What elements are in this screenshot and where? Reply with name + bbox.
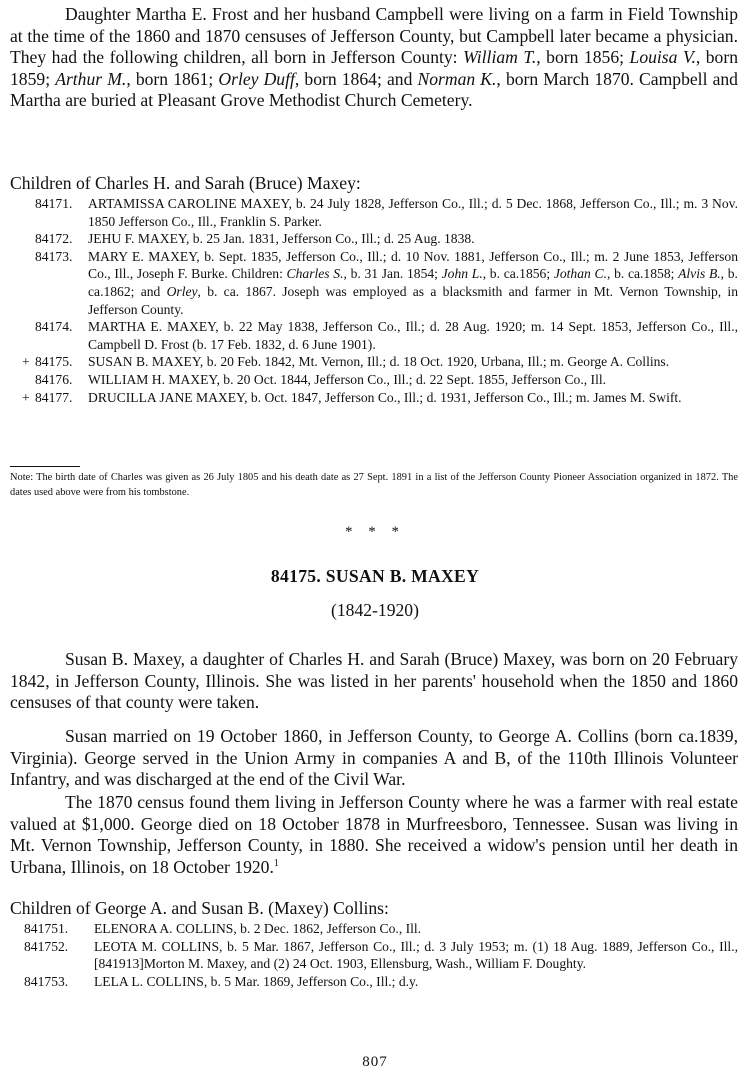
- entry-text: ARTAMISSA CAROLINE MAXEY, b. 24 July 1828, Jefferson Co., Ill.; d. 5 Dec. 1868, Jefferson Co., Ill.; m. 3 Nov. 1850 Jefferson Co., Ill., Franklin S. Parker.: [88, 196, 738, 229]
- footnote-marker: 1: [273, 857, 279, 869]
- paragraph-marriage: Susan married on 19 October 1860, in Jefferson County, to George A. Collins (born ca.1839, Virginia). George served in the Union Army in companies A and B, of the 110th Illinois Volunteer Infantry, and was discharged at the end of the Civil War.: [10, 726, 738, 790]
- entry-number: 84176.: [35, 371, 73, 387]
- list-item: [10, 389, 738, 407]
- list-item: [10, 195, 738, 230]
- text-span: The 1870 census found them living in Jefferson County where he was a farmer with real estate valued at $1,000. George died on 18 October 1878 in Murfreesboro, Tennessee. Susan was living in Mt. Vernon Township, Jefferson County, in 1880. She received a widow's pension until her death in Urbana, Illinois, on 18 October 1920.: [10, 792, 738, 877]
- entry-text: JEHU F. MAXEY, b. 25 Jan. 1831, Jefferson Co., Ill.; d. 25 Aug. 1838.: [88, 231, 475, 247]
- child-name: Norman K.: [417, 68, 497, 89]
- entry-text: LEOTA M. COLLINS, b. 5 Mar. 1867, Jefferson Co., Ill.; d. 3 July 1953; m. (1) 18 Aug. 1889, Jefferson Co., Ill., [841913]Morton M. Maxey, and (2) 24 Oct. 1903, Ellensburg, Wash., William F. Doughty.: [94, 938, 738, 972]
- entry-text: , b. ca.1856;: [482, 266, 554, 282]
- text-span: , born March 1870. Campbell and Martha are buried at Pleasant Grove Methodist Church Cemetery.: [10, 68, 738, 111]
- list-item: [10, 318, 738, 353]
- entry-text: , b. ca.1858;: [606, 266, 679, 282]
- continued-line-marker: +: [22, 354, 30, 370]
- paragraph-frost-family: [10, 4, 738, 112]
- list-item: [10, 248, 738, 318]
- list-item: [10, 920, 738, 938]
- text-span: Daughter Martha E. Frost and her husband Campbell were living on a farm in Field Township at the time of the 1860 and 1870 censuses of Jefferson County, but Campbell later became a physician. They had the following children, all born in Jefferson County:: [10, 4, 738, 68]
- paragraph-birth: Susan B. Maxey, a daughter of Charles H. and Sarah (Bruce) Maxey, was born on 20 February 1842, in Jefferson County, Illinois. She was listed in her parents' household when the 1850 and 1860 censuses of that county were taken.: [10, 649, 738, 713]
- list-item: [10, 973, 738, 991]
- list-item: [10, 371, 738, 389]
- child-name: William T.: [463, 47, 537, 68]
- page-number: 807: [362, 1054, 388, 1070]
- section-title: 84175. SUSAN B. MAXEY: [270, 566, 480, 586]
- entry-text: MARY E. MAXEY, b. Sept. 1835, Jefferson Co., Ill.; d. 10 Nov. 1881, Jefferson Co., Ill.; m. 2 June 1853, Jefferson Co., Ill., Joseph F. Burke. Children:: [88, 248, 738, 282]
- entry-text: , b. ca.1862; and: [88, 266, 738, 299]
- entry-number: 84173.: [35, 248, 73, 264]
- child-name: Alvis B.: [678, 266, 721, 282]
- entry-number: 841753.: [24, 973, 69, 989]
- text-span: , born 1856;: [536, 47, 630, 68]
- entry-text: MARTHA E. MAXEY, b. 22 May 1838, Jefferson Co., Ill.; d. 28 Aug. 1920; m. 14 Sept. 1853, Jefferson Co., Ill., Campbell D. Frost (b. 17 Feb. 1832, d. 6 June 1901).: [88, 319, 738, 352]
- entry-text: LELA L. COLLINS, b. 5 Mar. 1869, Jefferson Co., Ill.; d.y.: [94, 973, 419, 989]
- children-maxey-heading: Children of Charles H. and Sarah (Bruce) Maxey:: [10, 173, 361, 193]
- entry-text: , b. 31 Jan. 1854;: [343, 266, 442, 282]
- entry-number: 841751.: [24, 921, 69, 936]
- section-dates: (1842-1920): [331, 600, 419, 620]
- child-name: Orley Duff: [218, 68, 295, 89]
- entry-text: DRUCILLA JANE MAXEY, b. Oct. 1847, Jefferson Co., Ill.; d. 1931, Jefferson Co., Ill.; m. James M. Swift.: [88, 389, 682, 405]
- child-name: Jothan C.: [553, 266, 607, 282]
- entry-number: 84172.: [35, 231, 73, 247]
- entry-text: ELENORA A. COLLINS, b. 2 Dec. 1862, Jefferson Co., Ill.: [94, 921, 422, 936]
- list-item: [10, 353, 738, 371]
- child-name: Louisa V.: [629, 47, 696, 68]
- note-divider: [10, 466, 80, 467]
- text-span: , born 1861;: [126, 68, 219, 89]
- entry-number: 84175.: [35, 354, 73, 370]
- continued-line-marker: +: [22, 389, 30, 405]
- entry-number: 84174.: [35, 319, 73, 335]
- entry-number: 84177.: [35, 389, 73, 405]
- list-item: [10, 230, 738, 248]
- children-collins-list: [10, 920, 738, 990]
- paragraph-census: [10, 792, 738, 878]
- child-name: Arthur M.: [55, 68, 127, 89]
- children-maxey-list: [10, 195, 738, 406]
- text-span: , born 1859;: [10, 47, 739, 89]
- entry-number: 841752.: [24, 938, 69, 954]
- entry-text: WILLIAM H. MAXEY, b. 20 Oct. 1844, Jefferson Co., Ill.; d. 22 Sept. 1855, Jefferson Co., Ill.: [88, 371, 607, 387]
- child-name: Charles S.: [286, 266, 344, 282]
- section-separator: * * *: [345, 524, 405, 540]
- child-name: Orley: [166, 283, 198, 299]
- children-collins-heading: Children of George A. and Susan B. (Maxey) Collins:: [10, 898, 389, 918]
- entry-text: , b. ca. 1867. Joseph was employed as a blacksmith and farmer in Mt. Vernon Township, in Jefferson County.: [88, 283, 738, 317]
- note-text: Note: The birth date of Charles was given as 26 July 1805 and his death date as 27 Sept. 1891 in a list of the Jefferson County Pioneer Association organized in 1872. The dates used above were from his tombstone.: [10, 472, 738, 498]
- entry-number: 84171.: [35, 196, 73, 211]
- list-item: [10, 938, 738, 973]
- child-name: John L.: [441, 266, 483, 282]
- text-span: , born 1864; and: [294, 68, 418, 89]
- entry-text: SUSAN B. MAXEY, b. 20 Feb. 1842, Mt. Vernon, Ill.; d. 18 Oct. 1920, Urbana, Ill.; m. George A. Collins.: [88, 354, 670, 370]
